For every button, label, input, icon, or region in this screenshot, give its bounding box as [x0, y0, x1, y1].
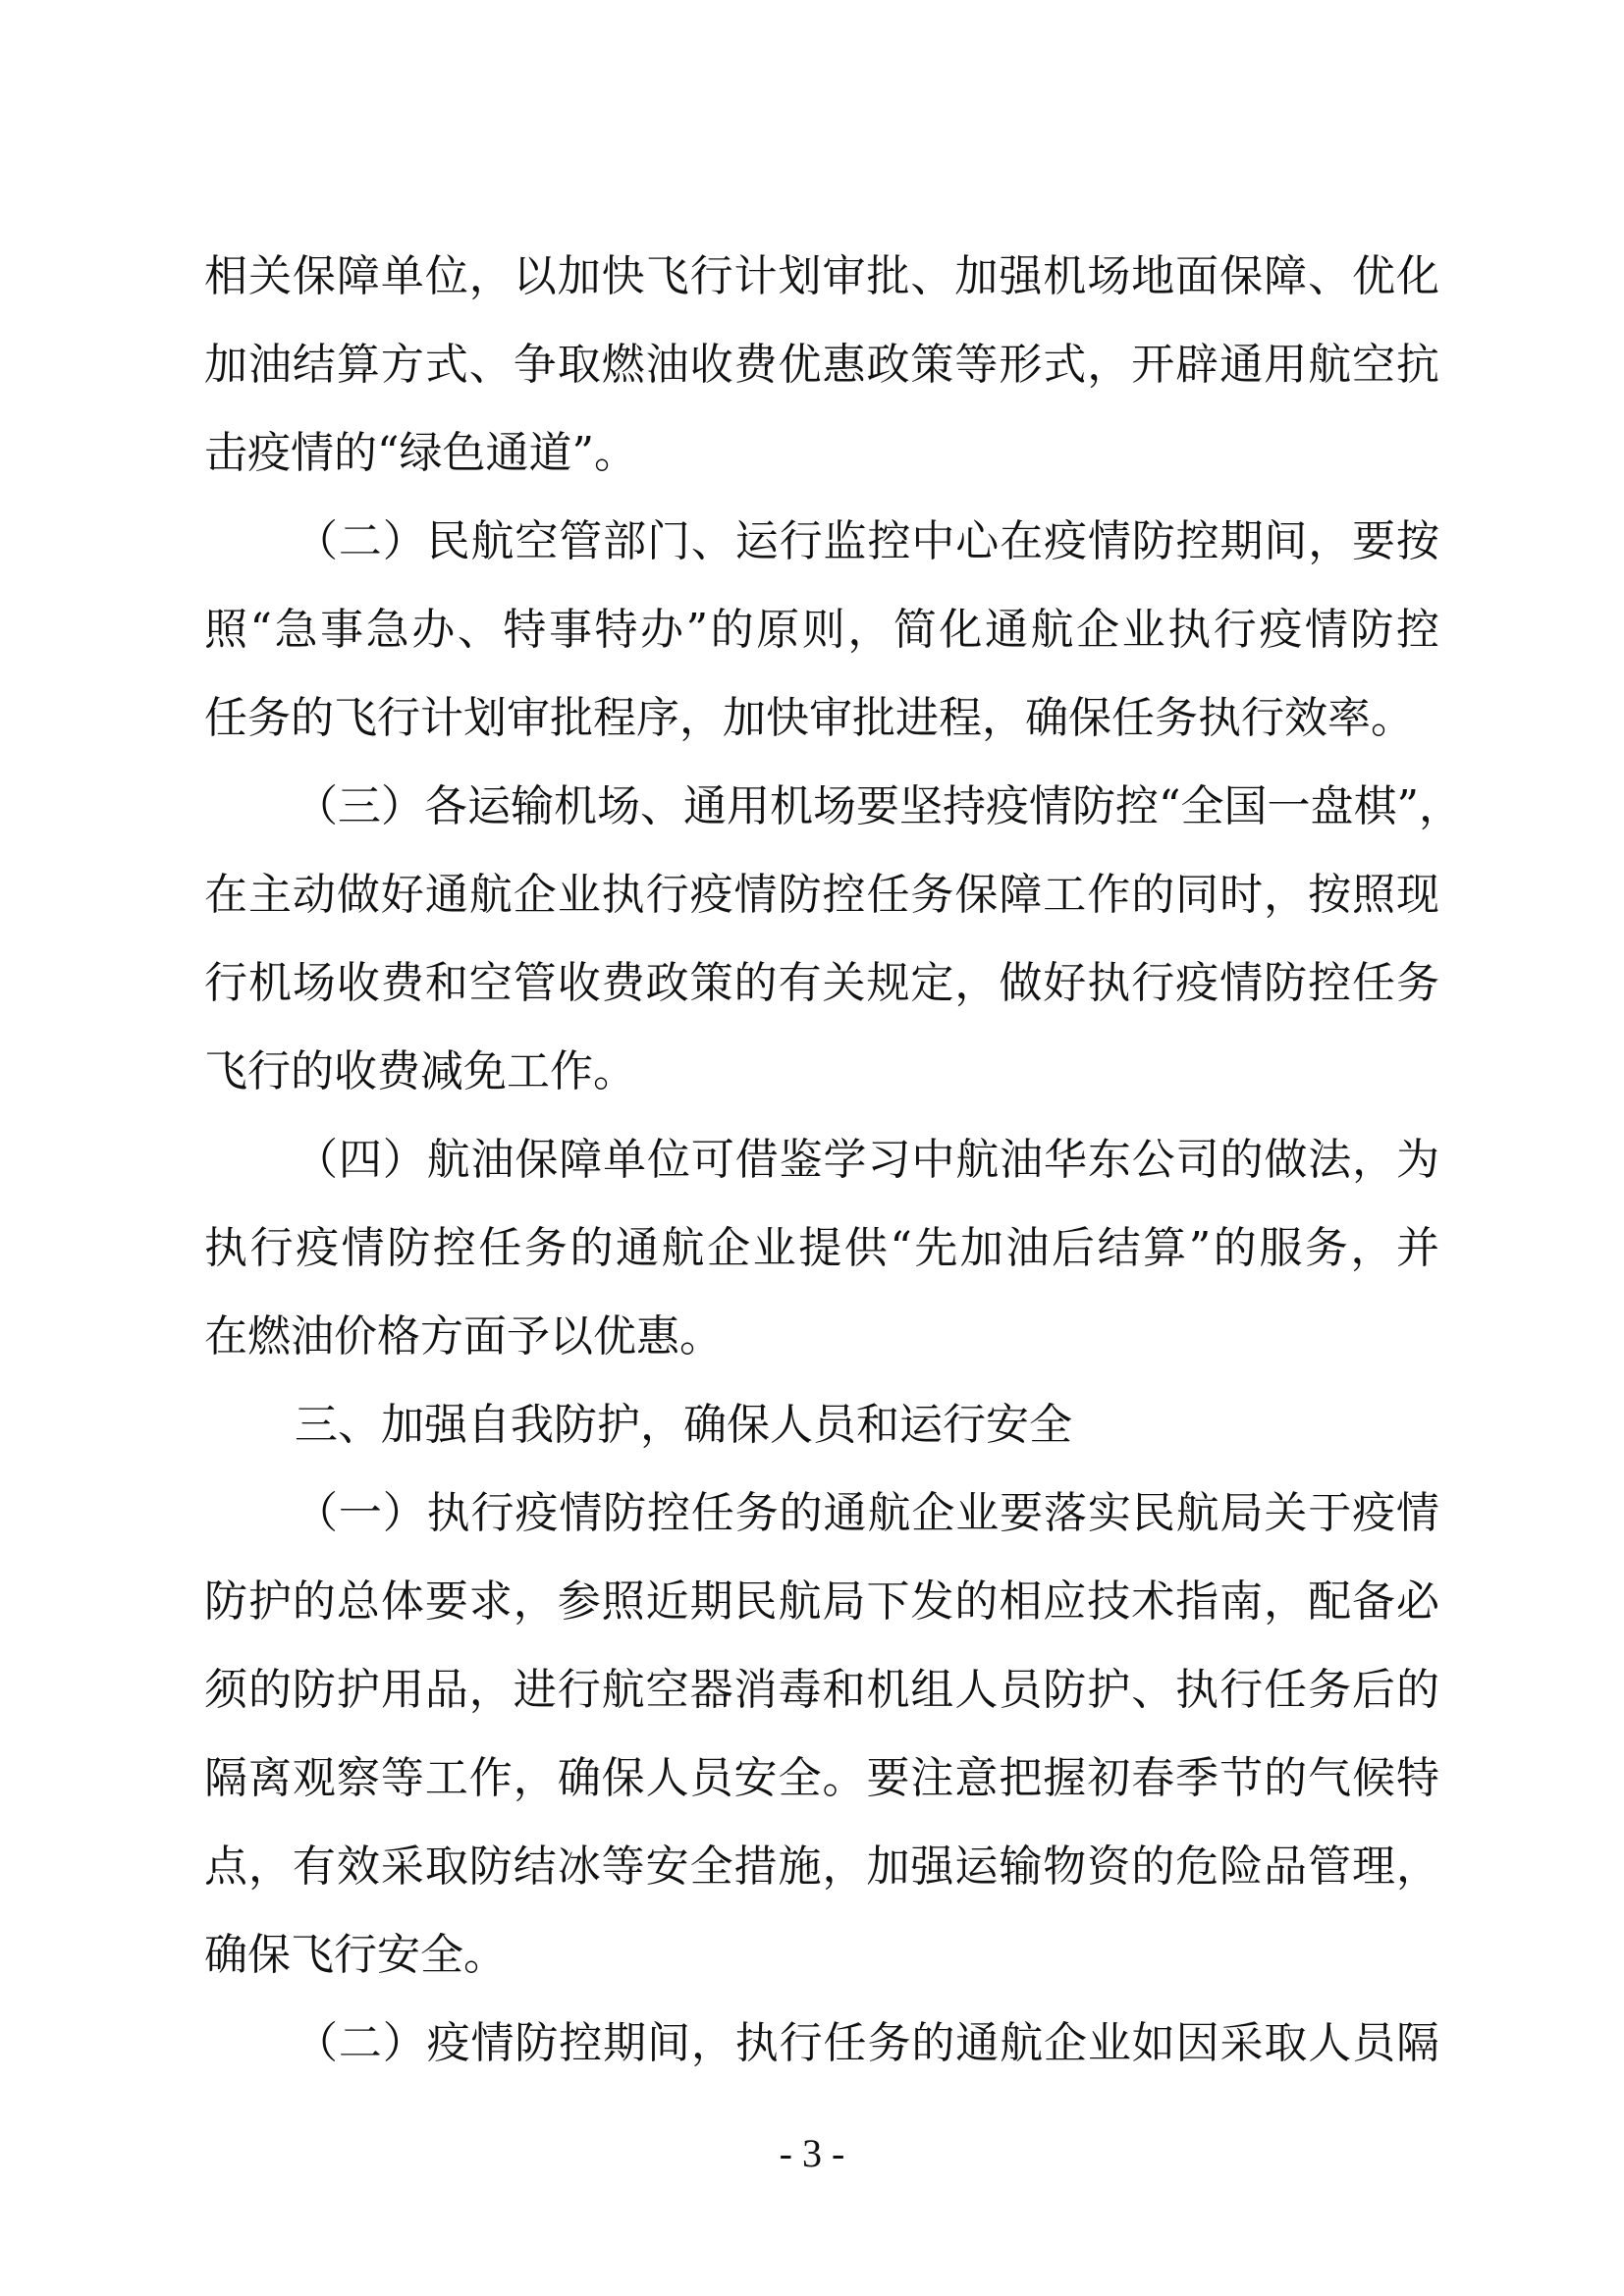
- text-line: 在主动做好通航企业执行疫情防控任务保障工作的同时，按照现: [204, 870, 1439, 920]
- paragraph: [204, 1116, 1439, 1381]
- text-line: 须的防护用品，进行航空器消毒和机组人员防护、执行任务后的: [204, 1665, 1439, 1715]
- text-line: （一）执行疫情防控任务的通航企业要落实民航局关于疫情: [295, 1488, 1439, 1538]
- document-body: [204, 233, 1462, 2088]
- section-heading: [204, 1381, 1439, 1469]
- paragraph: [204, 763, 1462, 1116]
- text-line: 点，有效采取防结冰等安全措施，加强运输物资的危险品管理，: [204, 1842, 1439, 1892]
- paragraph: [204, 498, 1439, 763]
- paragraph: [204, 1469, 1439, 2000]
- text-line: 隔离观察等工作，确保人员安全。要注意把握初春季节的气候特: [204, 1753, 1439, 1803]
- text-line: 行机场收费和空管收费政策的有关规定，做好执行疫情防控任务: [204, 958, 1439, 1008]
- text-line: 任务的飞行计划审批程序，加快审批进程，确保任务执行效率。: [204, 693, 1414, 743]
- text-line: 照“急事急办、特事特办”的原则，简化通航企业执行疫情防控: [204, 605, 1439, 655]
- paragraph-continuation: [204, 233, 1439, 498]
- text-line: 击疫情的“绿色通道”。: [204, 428, 637, 478]
- text-line: （三）各运输机场、通用机场要坚持疫情防控“全国一盘棋”，: [295, 781, 1462, 831]
- text-line: 防护的总体要求，参照近期民航局下发的相应技术指南，配备必: [204, 1576, 1439, 1627]
- paragraph: [204, 2000, 1439, 2088]
- page-number: - 3 -: [779, 2131, 845, 2175]
- text-line: 加油结算方式、争取燃油收费优惠政策等形式，开辟通用航空抗: [204, 340, 1439, 390]
- text-line: 执行疫情防控任务的通航企业提供“先加油后结算”的服务，并: [204, 1223, 1439, 1273]
- text-line: （二）民航空管部门、运行监控中心在疫情防控期间，要按: [295, 516, 1439, 566]
- section-heading-text: 三、加强自我防护，确保人员和运行安全: [295, 1400, 1072, 1450]
- text-line: 相关保障单位，以加快飞行计划审批、加强机场地面保障、优化: [204, 251, 1439, 301]
- text-line: （四）航油保障单位可借鉴学习中航油华东公司的做法，为: [295, 1135, 1439, 1185]
- text-line: 飞行的收费减免工作。: [204, 1046, 636, 1096]
- text-line: 在燃油价格方面予以优惠。: [204, 1311, 723, 1362]
- text-line: （二）疫情防控期间，执行任务的通航企业如因采取人员隔: [295, 2018, 1439, 2068]
- text-line: 确保飞行安全。: [204, 1930, 507, 1980]
